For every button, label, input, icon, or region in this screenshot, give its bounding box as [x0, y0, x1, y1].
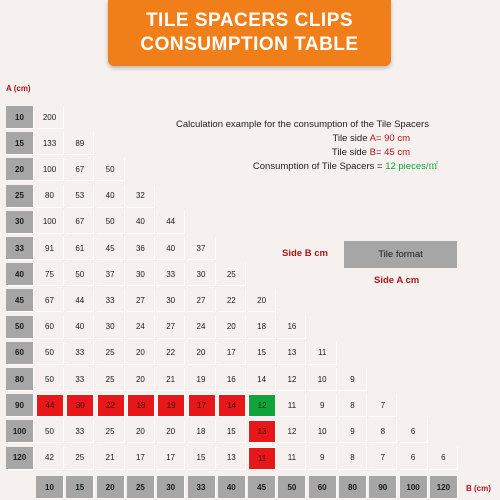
- table-cell: 33: [66, 368, 94, 391]
- row-header: 100: [6, 420, 34, 443]
- table-cell: 30: [127, 263, 155, 286]
- column-header: 90: [369, 476, 397, 499]
- row-header: 40: [6, 263, 34, 286]
- table-cell: 20: [188, 342, 216, 365]
- table-cell: 50: [36, 420, 64, 443]
- table-cell: 9: [339, 420, 367, 443]
- row-header: 25: [6, 185, 34, 208]
- calculation-example: [160, 118, 490, 174]
- table-cell: 15: [188, 447, 216, 470]
- table-cell: 67: [66, 211, 94, 234]
- table-cell: 33: [97, 289, 125, 312]
- table-cell: 30: [188, 263, 216, 286]
- title-line-2: CONSUMPTION TABLE: [140, 34, 359, 55]
- table-cell: 6: [400, 420, 428, 443]
- table-cell: 6: [430, 447, 458, 470]
- table-cell: 17: [218, 342, 246, 365]
- table-cell: 50: [36, 368, 64, 391]
- table-cell: 15: [248, 342, 276, 365]
- column-header: 30: [157, 476, 185, 499]
- table-cell: 12: [248, 394, 276, 417]
- row-header: 60: [6, 342, 34, 365]
- table-cell: 25: [218, 263, 246, 286]
- table-cell: 24: [188, 316, 216, 339]
- table-cell: 33: [157, 263, 185, 286]
- column-header: 25: [127, 476, 155, 499]
- table-cell: 7: [369, 447, 397, 470]
- table-cell: 24: [127, 316, 155, 339]
- table-cell: 100: [36, 158, 64, 181]
- example-heading: Calculation example for the consumption of the Tile Spacers: [176, 119, 429, 130]
- table-cell: 33: [66, 342, 94, 365]
- example-side-a-prefix: Tile side: [332, 133, 370, 144]
- table-cell: 67: [36, 289, 64, 312]
- table-cell: 45: [97, 237, 125, 260]
- table-cell: 12: [278, 420, 306, 443]
- axis-b-label: B (cm): [466, 484, 491, 493]
- table-cell: 25: [66, 447, 94, 470]
- legend-side-a: Side A cm: [374, 275, 420, 286]
- table-cell: 40: [157, 237, 185, 260]
- table-cell: 32: [127, 185, 155, 208]
- table-cell: 30: [157, 289, 185, 312]
- column-header: 15: [66, 476, 94, 499]
- title-banner: [108, 0, 391, 66]
- table-cell: 42: [36, 447, 64, 470]
- table-cell: 33: [66, 420, 94, 443]
- table-cell: 37: [97, 263, 125, 286]
- table-cell: 40: [97, 185, 125, 208]
- table-cell: 27: [188, 289, 216, 312]
- table-cell: 50: [97, 158, 125, 181]
- example-side-a: [160, 132, 410, 146]
- row-header: 45: [6, 289, 34, 312]
- table-cell: 20: [218, 316, 246, 339]
- table-cell: 10: [309, 420, 337, 443]
- table-cell: 36: [127, 237, 155, 260]
- table-cell: 61: [66, 237, 94, 260]
- table-cell: 75: [36, 263, 64, 286]
- table-cell: 12: [278, 368, 306, 391]
- table-cell: 8: [339, 447, 367, 470]
- table-cell: 21: [97, 447, 125, 470]
- column-header: 50: [278, 476, 306, 499]
- table-cell: 53: [66, 185, 94, 208]
- table-cell: 89: [66, 132, 94, 155]
- table-cell: 67: [66, 158, 94, 181]
- table-cell: 11: [248, 447, 276, 470]
- table-cell: 10: [309, 368, 337, 391]
- table-cell: 13: [248, 420, 276, 443]
- table-cell: 20: [248, 289, 276, 312]
- column-header: 10: [36, 476, 64, 499]
- table-cell: 21: [157, 368, 185, 391]
- table-cell: 60: [36, 316, 64, 339]
- row-header: 90: [6, 394, 34, 417]
- example-consumption: [160, 160, 438, 174]
- table-cell: 11: [278, 394, 306, 417]
- column-header: 33: [188, 476, 216, 499]
- column-header: 100: [400, 476, 428, 499]
- example-side-a-value: A= 90 cm: [369, 133, 410, 144]
- table-cell: 14: [218, 394, 246, 417]
- table-cell: 40: [66, 316, 94, 339]
- table-cell: 22: [97, 394, 125, 417]
- row-header: 10: [6, 106, 34, 129]
- table-cell: 17: [127, 447, 155, 470]
- table-cell: 8: [339, 394, 367, 417]
- example-side-b: [160, 146, 410, 160]
- table-cell: 9: [339, 368, 367, 391]
- table-cell: 8: [369, 420, 397, 443]
- example-side-b-value: B= 45 cm: [369, 147, 410, 158]
- table-cell: 30: [66, 394, 94, 417]
- table-cell: 50: [97, 211, 125, 234]
- table-cell: 9: [309, 394, 337, 417]
- legend-side-b: Side B cm: [282, 248, 328, 259]
- table-cell: 13: [218, 447, 246, 470]
- table-cell: 18: [248, 316, 276, 339]
- column-header: 20: [97, 476, 125, 499]
- table-cell: 6: [400, 447, 428, 470]
- table-cell: 25: [97, 342, 125, 365]
- table-cell: 16: [278, 316, 306, 339]
- table-cell: 11: [309, 342, 337, 365]
- table-cell: 30: [97, 316, 125, 339]
- column-header: 80: [339, 476, 367, 499]
- column-header: 60: [309, 476, 337, 499]
- table-cell: 27: [157, 316, 185, 339]
- table-cell: 40: [127, 211, 155, 234]
- table-cell: 13: [278, 342, 306, 365]
- table-cell: 9: [309, 447, 337, 470]
- table-cell: 7: [369, 394, 397, 417]
- row-header: 50: [6, 316, 34, 339]
- table-cell: 20: [157, 420, 185, 443]
- row-header: 33: [6, 237, 34, 260]
- table-cell: 200: [36, 106, 64, 129]
- table-cell: 14: [248, 368, 276, 391]
- table-cell: 11: [278, 447, 306, 470]
- table-cell: 20: [127, 342, 155, 365]
- axis-a-label: A (cm): [6, 84, 31, 93]
- table-cell: 20: [127, 368, 155, 391]
- example-side-b-prefix: Tile side: [331, 147, 370, 158]
- row-header: 20: [6, 158, 34, 181]
- column-header: 40: [218, 476, 246, 499]
- row-header: 80: [6, 368, 34, 391]
- table-cell: 44: [66, 289, 94, 312]
- table-cell: 19: [188, 368, 216, 391]
- legend-tile-format: Tile format: [344, 241, 457, 268]
- table-cell: 100: [36, 211, 64, 234]
- table-cell: 17: [188, 394, 216, 417]
- column-header: 45: [248, 476, 276, 499]
- column-header: 120: [430, 476, 458, 499]
- table-cell: 22: [218, 289, 246, 312]
- row-header: 15: [6, 132, 34, 155]
- table-cell: 80: [36, 185, 64, 208]
- title-line-1: TILE SPACERS CLIPS: [145, 10, 354, 31]
- table-cell: 22: [157, 342, 185, 365]
- table-cell: 19: [157, 394, 185, 417]
- table-cell: 91: [36, 237, 64, 260]
- table-cell: 25: [97, 420, 125, 443]
- table-cell: 18: [188, 420, 216, 443]
- row-header: 120: [6, 447, 34, 470]
- table-cell: 18: [127, 394, 155, 417]
- table-cell: 15: [218, 420, 246, 443]
- table-cell: 25: [97, 368, 125, 391]
- table-cell: 27: [127, 289, 155, 312]
- table-cell: 133: [36, 132, 64, 155]
- table-cell: 16: [218, 368, 246, 391]
- table-cell: 17: [157, 447, 185, 470]
- row-header: 30: [6, 211, 34, 234]
- example-consumption-prefix: Consumption of Tile Spacers =: [252, 161, 386, 172]
- table-cell: 20: [127, 420, 155, 443]
- example-consumption-value: 12 pieces/㎡: [385, 161, 438, 172]
- table-cell: 50: [36, 342, 64, 365]
- table-cell: 44: [157, 211, 185, 234]
- table-cell: 50: [66, 263, 94, 286]
- table-cell: 44: [36, 394, 64, 417]
- table-cell: 37: [188, 237, 216, 260]
